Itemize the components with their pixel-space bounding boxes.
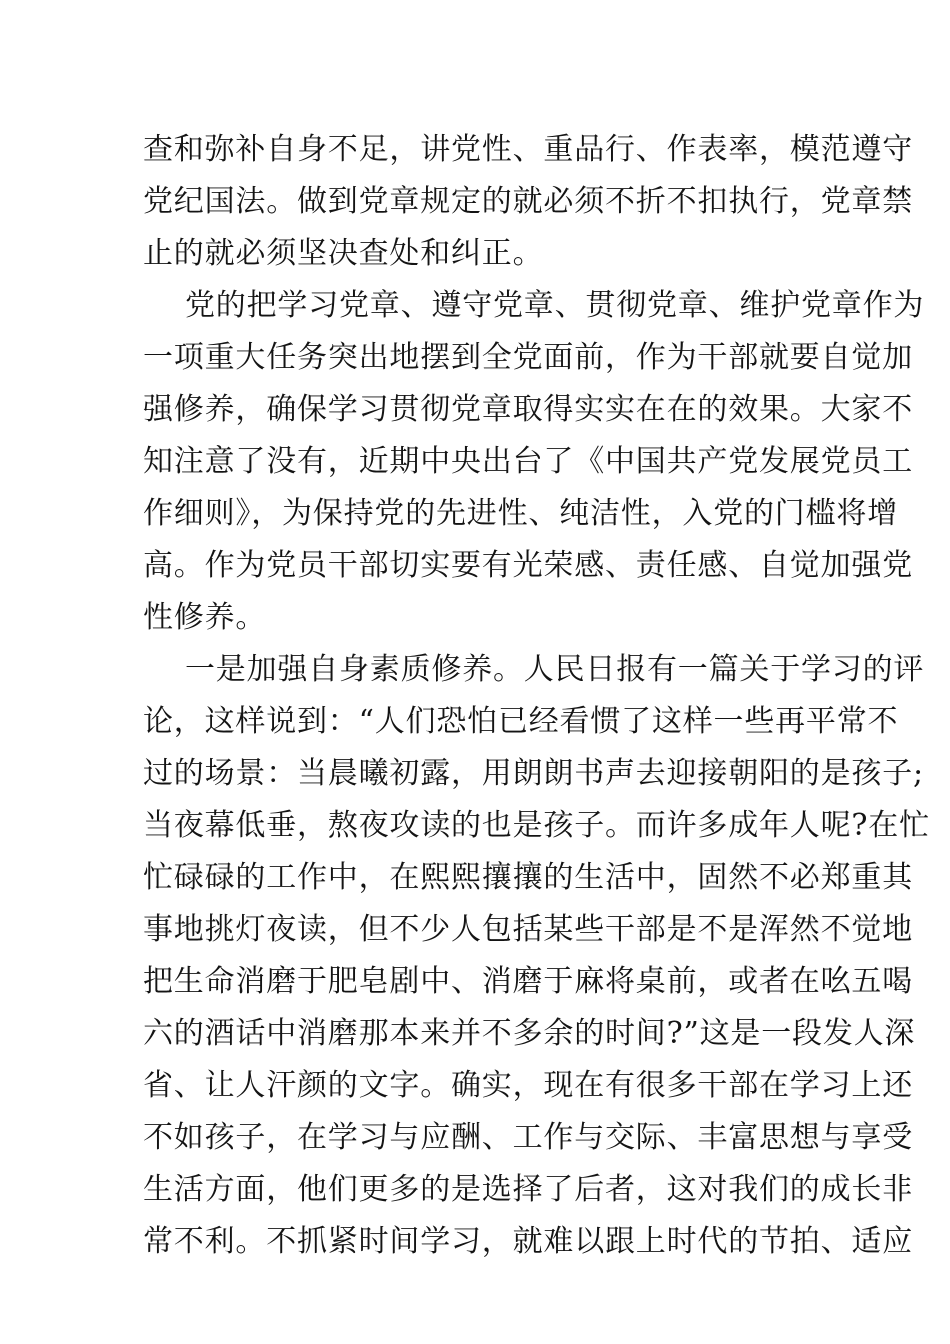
text-line: 强修养，确保学习贯彻党章取得实实在在的效果。大家不 <box>143 392 913 427</box>
text-line: 忙碌碌的工作中，在熙熙攘攘的生活中，固然不必郑重其 <box>143 860 913 895</box>
text-line: 性修养。 <box>143 600 267 635</box>
text-line: 党纪国法。做到党章规定的就必须不折不扣执行，党章禁 <box>143 184 913 219</box>
text-line: 过的场景：当晨曦初露，用朗朗书声去迎接朝阳的是孩子; <box>143 756 924 791</box>
text-line: 当夜幕低垂，熬夜攻读的也是孩子。而许多成年人呢?在忙 <box>143 808 930 843</box>
text-line: 查和弥补自身不足，讲党性、重品行、作表率，模范遵守 <box>143 132 913 167</box>
text-line: 止的就必须坚决查处和纠正。 <box>143 236 544 271</box>
text-line: 生活方面，他们更多的是选择了后者，这对我们的成长非 <box>143 1172 913 1207</box>
text-line: 事地挑灯夜读，但不少人包括某些干部是不是浑然不觉地 <box>143 912 913 947</box>
text-line: 一项重大任务突出地摆到全党面前，作为干部就要自觉加 <box>143 340 913 375</box>
text-line: 知注意了没有，近期中央出台了《中国共产党发展党员工 <box>143 444 913 479</box>
text-line: 论，这样说到：“人们恐怕已经看惯了这样一些再平常不 <box>143 704 899 739</box>
paragraph-first-line: 党的把学习党章、遵守党章、贯彻党章、维护党章作为 <box>185 288 925 323</box>
text-line: 作细则》，为保持党的先进性、纯洁性，入党的门槛将增 <box>143 496 898 531</box>
paragraph-first-line: 一是加强自身素质修养。人民日报有一篇关于学习的评 <box>185 652 925 687</box>
text-line: 高。作为党员干部切实要有光荣感、责任感、自觉加强党 <box>143 548 913 583</box>
text-line: 不如孩子，在学习与应酬、工作与交际、丰富思想与享受 <box>143 1120 913 1155</box>
text-line: 常不利。不抓紧时间学习，就难以跟上时代的节拍、适应 <box>143 1224 913 1259</box>
text-line: 把生命消磨于肥皂剧中、消磨于麻将桌前，或者在吆五喝 <box>143 964 913 999</box>
text-line: 省、让人汗颜的文字。确实，现在有很多干部在学习上还 <box>143 1068 913 1103</box>
text-line: 六的酒话中消磨那本来并不多余的时间?”这是一段发人深 <box>143 1016 916 1051</box>
